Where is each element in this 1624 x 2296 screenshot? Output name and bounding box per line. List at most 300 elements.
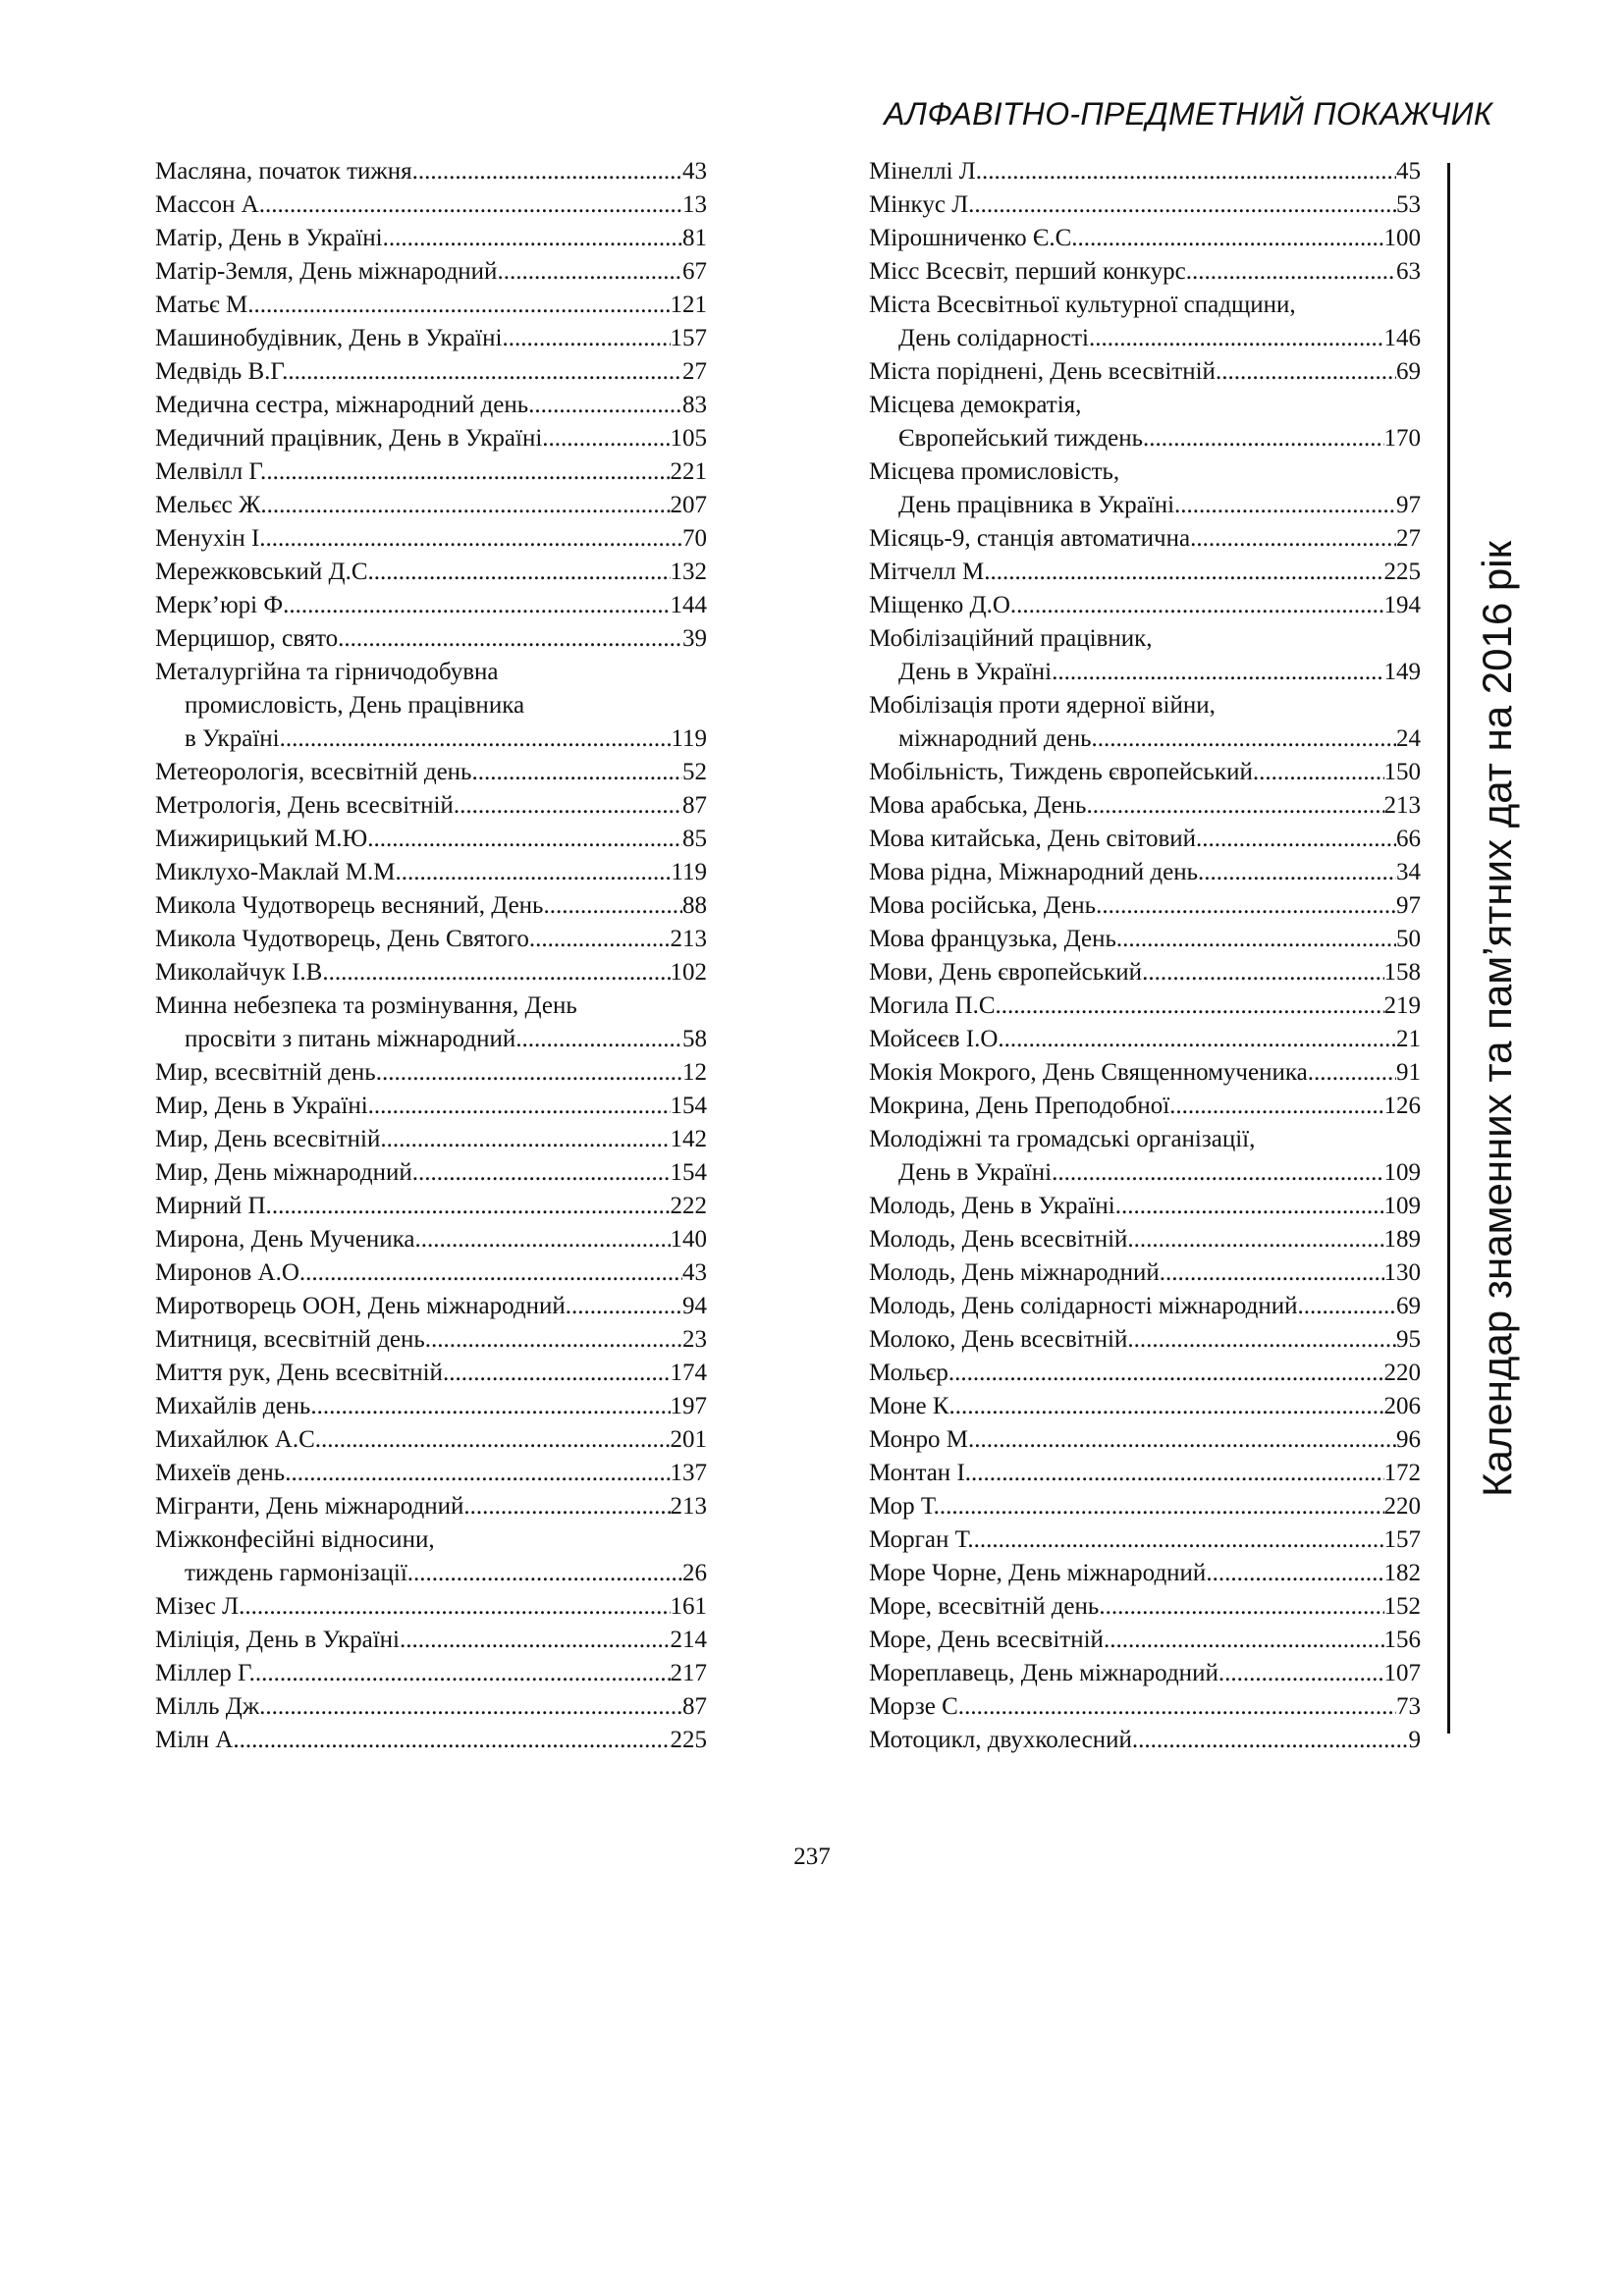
- index-entry: [869, 1557, 1421, 1590]
- index-entry-text: Європейський тиждень: [898, 425, 1143, 452]
- dot-leader: [1143, 422, 1384, 455]
- index-entry-text: Молодіжні та громадські організації,: [869, 1126, 1256, 1152]
- index-entry-page: 73: [1396, 1693, 1421, 1720]
- index-entry-text: Микола Чудотворець весняний, День: [155, 892, 544, 919]
- index-entry-text: Мітчелл М.: [869, 559, 991, 585]
- index-entry: [155, 188, 707, 222]
- index-entry-page: 34: [1396, 859, 1421, 885]
- index-entry-text: Монтан І.: [869, 1460, 972, 1486]
- index-entry-text: Метрологія, День всесвітній: [155, 792, 454, 819]
- index-entry-text: Мілль Дж.: [155, 1693, 266, 1720]
- dot-leader: [529, 923, 671, 956]
- index-entry-text: Михайлюк А.С.: [155, 1426, 322, 1453]
- index-entry: [155, 1323, 707, 1357]
- index-entry-page: 201: [670, 1426, 707, 1453]
- dot-leader: [376, 1056, 682, 1090]
- index-entry: [155, 1223, 707, 1256]
- index-entry-page: 157: [670, 325, 707, 351]
- index-entry-page: 58: [682, 1026, 707, 1052]
- index-entry-text: Массон А.: [155, 191, 265, 218]
- dot-leader: [1198, 856, 1396, 889]
- index-entry: [155, 1290, 707, 1323]
- dot-leader: [289, 589, 670, 622]
- dot-leader: [543, 889, 682, 923]
- index-entry: [869, 889, 1421, 923]
- dot-leader: [971, 1457, 1383, 1490]
- index-entry-text: Мельєс Ж.: [155, 492, 267, 518]
- index-entry-page: 213: [670, 1493, 707, 1520]
- index-entry-text: Міста поріднені, День всесвітній: [869, 358, 1216, 385]
- dot-leader: [402, 856, 672, 889]
- index-entry: [155, 923, 707, 956]
- index-entry-text: Мобілізаційний працівник,: [869, 625, 1153, 652]
- index-entry-text: Миколайчук І.В.: [155, 959, 329, 986]
- index-entry-page: 220: [1383, 1360, 1421, 1386]
- index-entry: [155, 389, 707, 422]
- index-entry: [869, 455, 1421, 522]
- index-entry-page: 27: [682, 358, 707, 385]
- dot-leader: [1127, 1323, 1396, 1357]
- index-entry-page: 161: [670, 1593, 707, 1620]
- index-entry-text: Місцева промисловість,: [869, 458, 1120, 485]
- index-entry-text: Мир, День в Україні: [155, 1093, 368, 1119]
- index-entry-text: Місцева демократія,: [869, 392, 1082, 418]
- dot-leader: [374, 823, 683, 856]
- index-entry-text: Мирний П.: [155, 1193, 272, 1219]
- index-entry-text: Метеорологія, всесвітній день: [155, 759, 472, 785]
- index-entry: [869, 1457, 1421, 1490]
- index-entry-page: 53: [1396, 191, 1421, 218]
- dot-leader: [305, 1256, 682, 1290]
- index-entry-page: 109: [1383, 1159, 1421, 1186]
- index-entry: [869, 1023, 1421, 1056]
- index-entry-page: 144: [670, 592, 707, 618]
- index-entry-text: Мови, День європейський: [869, 959, 1143, 986]
- index-entry-page: 142: [670, 1126, 707, 1152]
- index-entry-page: 140: [670, 1226, 707, 1253]
- index-entry: [155, 622, 707, 656]
- dot-leader: [982, 155, 1396, 188]
- index-entry-page: 100: [1383, 225, 1421, 251]
- dot-leader: [414, 1223, 670, 1256]
- dot-leader: [1190, 522, 1396, 556]
- side-title: Календар знаменних та пам’ятних дат на 2016 рік: [1474, 541, 1520, 1497]
- index-entry-page: 67: [682, 258, 707, 285]
- side-divider-line: [1447, 163, 1450, 1734]
- index-entry-page: 69: [1396, 358, 1421, 385]
- index-entry-page: 97: [1396, 492, 1421, 518]
- dot-leader: [990, 556, 1383, 589]
- dot-leader: [321, 1423, 670, 1457]
- dot-leader: [288, 355, 682, 389]
- index-entry: [155, 756, 707, 789]
- dot-leader: [515, 1023, 682, 1056]
- index-entry-page: 39: [682, 625, 707, 652]
- index-entry-page: 121: [670, 292, 707, 318]
- index-entry-text: Мир, всесвітній день: [155, 1059, 376, 1086]
- index-entry: [869, 1190, 1421, 1223]
- index-entry-text: Мотоцикл, двухколесний: [869, 1727, 1132, 1753]
- index-entry: [869, 1090, 1421, 1123]
- index-entry-text: Мова арабська, День: [869, 792, 1087, 819]
- index-entry-page: 137: [670, 1460, 707, 1486]
- dot-leader: [1206, 1557, 1383, 1590]
- index-entry-text: Матір, День в Україні: [155, 225, 383, 251]
- index-entry-text: Міста Всесвітньої культурної спадщини,: [869, 292, 1296, 318]
- index-entry-page: 91: [1396, 1059, 1421, 1086]
- dot-leader: [1298, 1290, 1396, 1323]
- index-entry: [155, 1190, 707, 1223]
- index-entry: [869, 389, 1421, 455]
- index-entry-page: 225: [670, 1727, 707, 1753]
- dot-leader: [1218, 1657, 1384, 1690]
- index-entry-page: 83: [682, 392, 707, 418]
- index-entry: [869, 1690, 1421, 1724]
- dot-leader: [1089, 322, 1384, 355]
- index-entry-text: Мінкус Л.: [869, 191, 975, 218]
- dot-leader: [974, 1423, 1396, 1457]
- index-entry-text: Матір-Земля, День міжнародний: [155, 258, 498, 285]
- index-entry: [869, 556, 1421, 589]
- dot-leader: [1092, 722, 1397, 756]
- index-entry-page: 27: [1396, 525, 1421, 552]
- index-entry-text: Менухін І.: [155, 525, 266, 552]
- index-entry-page: 156: [1383, 1627, 1421, 1653]
- index-entry-page: 154: [670, 1159, 707, 1186]
- index-entry: [155, 1657, 707, 1690]
- index-entry-text: міжнародний день: [898, 725, 1092, 752]
- dot-leader: [310, 1390, 670, 1423]
- index-entry-text: Міщенко Д.О.: [869, 592, 1017, 618]
- index-entry-page: 154: [670, 1093, 707, 1119]
- index-entry-text: Мерк’юрі Ф.: [155, 592, 290, 618]
- index-entry-text: Молодь, День міжнародний: [869, 1259, 1160, 1286]
- index-entry-text: Моне К.: [869, 1393, 955, 1419]
- index-entry-text: День працівника в Україні: [898, 492, 1175, 518]
- index-entry-page: 206: [1383, 1393, 1421, 1419]
- index-entry-text: Микола Чудотворець, День Святого: [155, 926, 529, 952]
- dot-leader: [1096, 889, 1396, 923]
- index-entry: [869, 789, 1421, 823]
- index-entry-page: 13: [682, 191, 707, 218]
- index-entry-page: 26: [682, 1560, 707, 1586]
- index-entry-text: Мир, День міжнародний: [155, 1159, 412, 1186]
- index-entry-text: Михайлів день: [155, 1393, 311, 1419]
- index-entry-text: Масляна, початок тижня: [155, 158, 412, 185]
- index-entry-text: тиждень гармонізації: [185, 1560, 407, 1586]
- index-entry-text: Молодь, День солідарності міжнародний: [869, 1293, 1298, 1319]
- index-entry: [869, 155, 1421, 188]
- index-entry: [155, 656, 707, 756]
- index-entry-page: 194: [1383, 592, 1421, 618]
- dot-leader: [412, 155, 682, 188]
- dot-leader: [1078, 222, 1384, 255]
- index-entry-text: Миття рук, День всесвітній: [155, 1360, 443, 1386]
- index-entry-text: Митниця, всесвітній день: [155, 1326, 425, 1353]
- index-entry-page: 182: [1383, 1560, 1421, 1586]
- dot-leader: [463, 1490, 670, 1523]
- dot-leader: [1308, 1056, 1396, 1090]
- index-entry-page: 170: [1383, 425, 1421, 452]
- index-entry-text: Михеїв день: [155, 1460, 286, 1486]
- dot-leader: [280, 722, 672, 756]
- dot-leader: [1127, 1223, 1383, 1256]
- index-entry: [155, 222, 707, 255]
- index-entry: [869, 1256, 1421, 1290]
- index-entry: [869, 355, 1421, 389]
- index-entry-text: Молодь, День всесвітній: [869, 1226, 1128, 1253]
- index-entry-page: 214: [670, 1627, 707, 1653]
- index-entry-page: 189: [1383, 1226, 1421, 1253]
- index-entry-text: в Україні: [185, 725, 280, 752]
- index-entry-text: Мобільність, Тиждень європейський: [869, 759, 1253, 785]
- dot-leader: [267, 489, 671, 522]
- index-entry: [869, 1590, 1421, 1624]
- index-entry-page: 217: [670, 1660, 707, 1686]
- index-entry-text: Мова рідна, Міжнародний день: [869, 859, 1198, 885]
- dot-leader: [1253, 756, 1384, 789]
- index-entry-text: Миронов А.О.: [155, 1259, 306, 1286]
- index-entry-text: Мізес Л.: [155, 1593, 245, 1620]
- dot-leader: [542, 422, 670, 455]
- index-entry-page: 102: [670, 959, 707, 986]
- index-column-left: [155, 155, 707, 1757]
- index-entry-page: 88: [682, 892, 707, 919]
- index-entry-page: 172: [1383, 1460, 1421, 1486]
- index-entry-page: 152: [1383, 1593, 1421, 1620]
- index-entry: [155, 289, 707, 322]
- index-entry-page: 157: [1383, 1526, 1421, 1553]
- index-entry: [869, 1657, 1421, 1690]
- index-entry: [869, 622, 1421, 689]
- dot-leader: [285, 1457, 670, 1490]
- index-entry: [155, 1724, 707, 1757]
- index-entry-page: 21: [1396, 1026, 1421, 1052]
- index-entry-text: Мобілізація проти ядерної війни,: [869, 692, 1216, 719]
- dot-leader: [1132, 1724, 1409, 1757]
- index-entry-page: 119: [671, 725, 707, 752]
- dot-leader: [272, 1190, 671, 1223]
- index-entry: [869, 188, 1421, 222]
- index-entry-text: Мігранти, День міжнародний: [155, 1493, 464, 1520]
- index-entry-text: Медвідь В.Г.: [155, 358, 289, 385]
- dot-leader: [244, 1590, 670, 1624]
- index-entry: [155, 1624, 707, 1657]
- dot-leader: [1160, 1256, 1384, 1290]
- index-entry-page: 219: [1383, 992, 1421, 1019]
- index-entry: [155, 889, 707, 923]
- index-entry-page: 66: [1396, 826, 1421, 852]
- index-entry-text: Морган Т.: [869, 1526, 974, 1553]
- index-entry-page: 222: [670, 1193, 707, 1219]
- index-entry-text: Мірошниченко Є.С.: [869, 225, 1078, 251]
- index-entry: [869, 1423, 1421, 1457]
- index-entry: [155, 556, 707, 589]
- index-entry-page: 85: [682, 826, 707, 852]
- index-entry-text: Миклухо-Маклай М.М.: [155, 859, 402, 885]
- dot-leader: [1116, 923, 1396, 956]
- index-entry-page: 43: [682, 1259, 707, 1286]
- index-entry-page: 45: [1396, 158, 1421, 185]
- index-entry-text: Мережковський Д.С.: [155, 559, 374, 585]
- index-entry: [869, 823, 1421, 856]
- index-entry-text: Мова французька, День: [869, 926, 1116, 952]
- index-entry: [869, 989, 1421, 1023]
- dot-leader: [255, 1657, 671, 1690]
- index-entry-page: 225: [1383, 559, 1421, 585]
- index-entry: [155, 1123, 707, 1156]
- index-entry-page: 12: [682, 1059, 707, 1086]
- index-entry-page: 197: [670, 1393, 707, 1419]
- index-entry: [155, 1390, 707, 1423]
- index-entry-text: Машинобудівник, День в Україні: [155, 325, 503, 351]
- index-entry-page: 207: [670, 492, 707, 518]
- dot-leader: [566, 1290, 682, 1323]
- index-entry: [869, 1290, 1421, 1323]
- dot-leader: [502, 322, 670, 355]
- index-entry-text: Мор Т.: [869, 1493, 940, 1520]
- index-entry-page: 213: [670, 926, 707, 952]
- index-entry-page: 221: [670, 458, 707, 485]
- index-entry-text: Міжконфесійні відносини,: [155, 1526, 435, 1553]
- index-entry-page: 81: [682, 225, 707, 251]
- dot-leader: [940, 1490, 1384, 1523]
- dot-leader: [1099, 1590, 1383, 1624]
- index-entry: [869, 1323, 1421, 1357]
- index-entry: [869, 756, 1421, 789]
- index-entry-text: Молоко, День всесвітній: [869, 1326, 1128, 1353]
- dot-leader: [471, 756, 682, 789]
- index-entry: [155, 1156, 707, 1190]
- index-entry-text: Міліція, День в Україні: [155, 1627, 400, 1653]
- index-entry-page: 87: [682, 792, 707, 819]
- index-entry-text: Місс Всесвіт, перший конкурс: [869, 258, 1186, 285]
- index-entry-text: Медичний працівник, День в Україні: [155, 425, 543, 452]
- index-entry: [155, 856, 707, 889]
- index-entry: [155, 823, 707, 856]
- index-entry: [869, 923, 1421, 956]
- index-entry: [155, 956, 707, 989]
- index-entry-text: Море Чорне, День міжнародний: [869, 1560, 1207, 1586]
- dot-leader: [1169, 1090, 1383, 1123]
- index-entry-text: промисловість, День працівника: [185, 692, 525, 719]
- dot-leader: [955, 1390, 1384, 1423]
- index-entry: [869, 956, 1421, 989]
- index-entry-page: 107: [1383, 1660, 1421, 1686]
- dot-leader: [380, 1123, 670, 1156]
- dot-leader: [383, 222, 682, 255]
- index-entry-page: 96: [1396, 1426, 1421, 1453]
- index-entry: [155, 1590, 707, 1624]
- index-entry: [155, 1457, 707, 1490]
- dot-leader: [265, 1690, 682, 1724]
- dot-leader: [1142, 956, 1383, 989]
- index-entry-page: 150: [1383, 759, 1421, 785]
- index-entry-page: 97: [1396, 892, 1421, 919]
- dot-leader: [368, 1090, 671, 1123]
- index-entry-page: 87: [682, 1693, 707, 1720]
- index-entry: [155, 1090, 707, 1123]
- index-entry-page: 94: [682, 1293, 707, 1319]
- dot-leader: [412, 1156, 671, 1190]
- index-entry-page: 126: [1383, 1093, 1421, 1119]
- dot-leader: [948, 1357, 1384, 1390]
- dot-leader: [374, 556, 671, 589]
- index-column-right: [869, 155, 1421, 1757]
- dot-leader: [443, 1357, 671, 1390]
- index-entry-page: 109: [1383, 1193, 1421, 1219]
- dot-leader: [407, 1557, 682, 1590]
- index-entry-text: Мова китайська, День світовий: [869, 826, 1197, 852]
- dot-leader: [329, 956, 671, 989]
- index-entry: [869, 222, 1421, 255]
- index-entry-text: День в Україні: [898, 659, 1053, 685]
- index-entry: [155, 989, 707, 1056]
- index-entry-text: Миротворець ООН, День міжнародний: [155, 1293, 566, 1319]
- index-entry-text: Місяць-9, станція автоматична: [869, 525, 1191, 552]
- index-entry-text: Мінеллі Л.: [869, 158, 983, 185]
- index-entry-page: 220: [1383, 1493, 1421, 1520]
- index-entry-text: Мілн А.: [155, 1727, 240, 1753]
- index-entry-text: Мова російська, День: [869, 892, 1097, 919]
- index-entry: [155, 255, 707, 289]
- index-entry-text: Металургійна та гірничодобувна: [155, 659, 499, 685]
- index-entry-text: Міллер Г.: [155, 1660, 255, 1686]
- index-entry-page: 158: [1383, 959, 1421, 986]
- index-entry: [155, 789, 707, 823]
- index-entry-text: Матьє М.: [155, 292, 254, 318]
- index-entry-text: День в Україні: [898, 1159, 1053, 1186]
- dot-leader: [1104, 1624, 1384, 1657]
- dot-leader: [1052, 656, 1383, 689]
- index-entry: [869, 1357, 1421, 1390]
- index-entry-page: 69: [1396, 1293, 1421, 1319]
- index-entry-text: Молодь, День в Україні: [869, 1193, 1115, 1219]
- dot-leader: [253, 289, 670, 322]
- index-entry: [869, 289, 1421, 355]
- dot-leader: [265, 188, 682, 222]
- dot-leader: [974, 188, 1396, 222]
- dot-leader: [240, 1724, 671, 1757]
- index-entry: [155, 1423, 707, 1457]
- index-entry-page: 174: [670, 1360, 707, 1386]
- dot-leader: [528, 389, 682, 422]
- index-entry: [869, 255, 1421, 289]
- index-entry-text: Морзе С.: [869, 1693, 965, 1720]
- index-entry-text: Мир, День всесвітній: [155, 1126, 381, 1152]
- index-entry: [869, 1624, 1421, 1657]
- dot-leader: [1196, 823, 1396, 856]
- index-entry-page: 70: [682, 525, 707, 552]
- index-entry: [155, 1056, 707, 1090]
- index-entry-text: Мижирицький М.Ю.: [155, 826, 374, 852]
- dot-leader: [454, 789, 682, 823]
- dot-leader: [1004, 1023, 1396, 1056]
- running-header: АЛФАВІТНО-ПРЕДМЕТНИЙ ПОКАЖЧИК: [884, 96, 1492, 132]
- dot-leader: [964, 1690, 1396, 1724]
- index-entry: [155, 1690, 707, 1724]
- index-entry-page: 105: [670, 425, 707, 452]
- index-entry: [869, 689, 1421, 756]
- index-entry: [869, 522, 1421, 556]
- index-entry: [155, 1490, 707, 1523]
- index-entry-text: Мореплавець, День міжнародний: [869, 1660, 1218, 1686]
- dot-leader: [1016, 589, 1383, 622]
- index-entry: [155, 355, 707, 389]
- index-entry-page: 9: [1408, 1727, 1421, 1753]
- dot-leader: [1216, 355, 1396, 389]
- index-entry-page: 149: [1383, 659, 1421, 685]
